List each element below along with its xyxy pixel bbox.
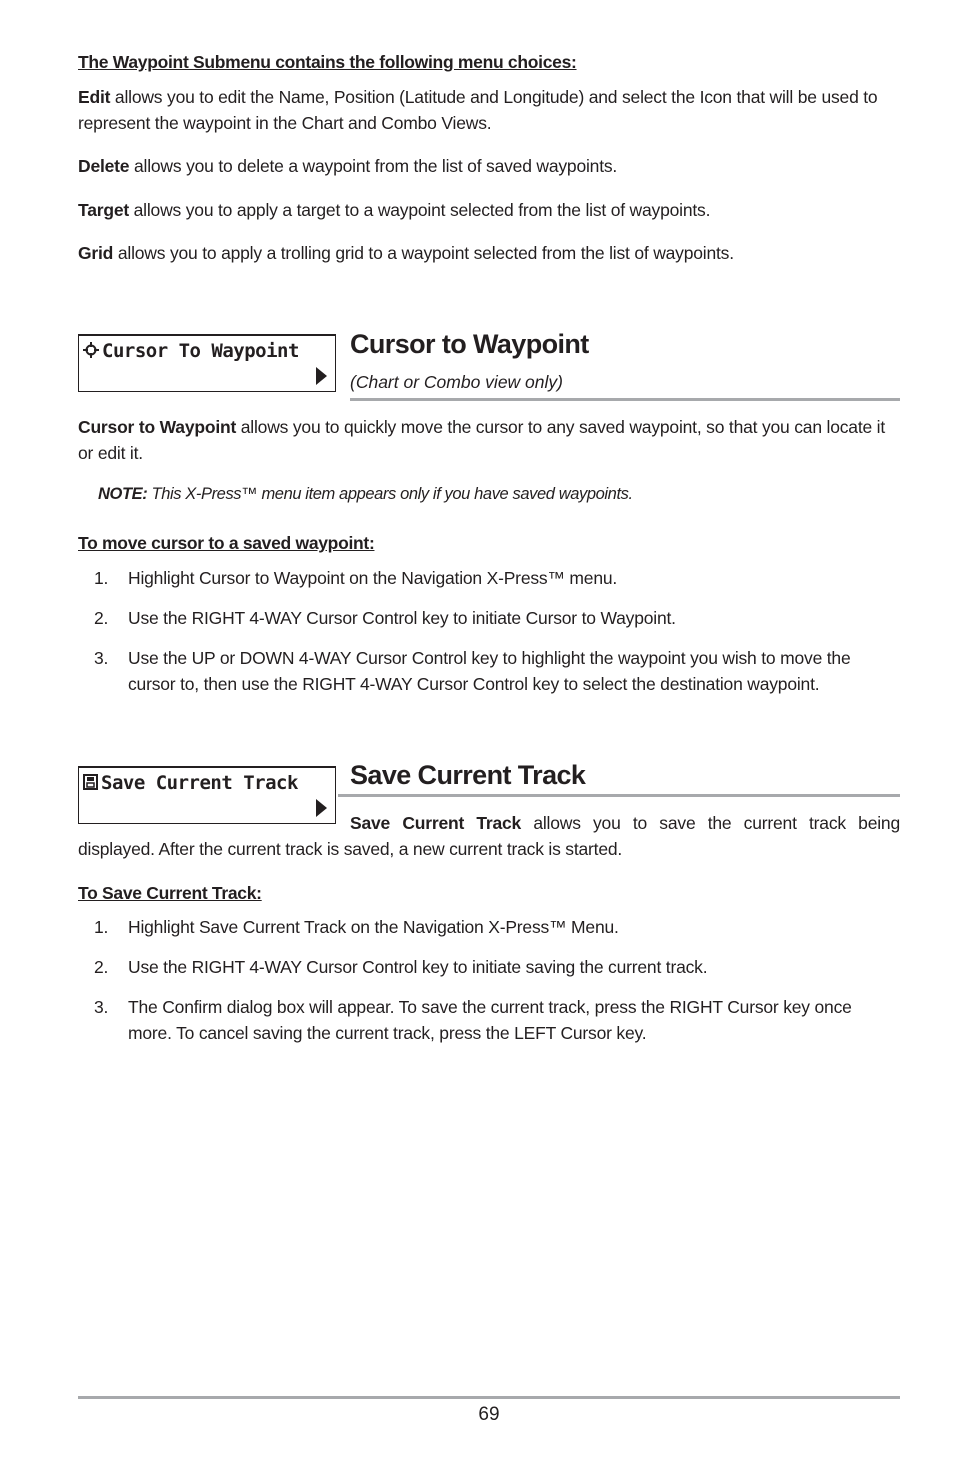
cursor-steps-heading: To move cursor to a saved waypoint: <box>78 533 375 553</box>
manual-page <box>78 0 900 1475</box>
footer-rule <box>78 1396 900 1399</box>
track-intro-line2: displayed. After the current track is saved, a new current track is started. <box>78 839 623 859</box>
list-item: 1. Highlight Save Current Track on the Navigation X-Press™ Menu. <box>94 917 619 937</box>
list-item: 3. The Confirm dialog box will appear. To save the current track, press the RIGHT Cursor key once more. To cancel saving the current track, press the LEFT Cursor key. <box>94 997 852 1043</box>
submenu-heading: The Waypoint Submenu contains the following menu choices: <box>78 52 577 72</box>
list-item: 2. Use the RIGHT 4-WAY Cursor Control key to initiate Cursor to Waypoint. <box>94 608 676 628</box>
track-steps-list <box>78 914 900 1060</box>
definition-grid: Grid allows you to apply a trolling grid to a waypoint selected from the list of waypoints. <box>78 243 734 263</box>
cursor-menu-label: Cursor To Waypoint <box>83 340 299 362</box>
track-steps-heading: To Save Current Track: <box>78 883 262 903</box>
right-arrow-icon <box>316 799 327 817</box>
right-arrow-icon <box>316 367 327 385</box>
cursor-section-title: Cursor to Waypoint <box>350 329 589 359</box>
list-item: 1. Highlight Cursor to Waypoint on the Navigation X-Press™ menu. <box>94 568 618 588</box>
list-item: 2. Use the RIGHT 4-WAY Cursor Control key to initiate saving the current track. <box>94 957 708 977</box>
crosshair-icon <box>83 342 99 358</box>
track-menu-label: Save Current Track <box>83 772 298 794</box>
cursor-intro: Cursor to Waypoint allows you to quickly move the cursor to any saved waypoint, so that you can locate it or edit it. <box>78 417 886 463</box>
term-grid: Grid <box>78 243 114 263</box>
cursor-section-rule <box>350 398 900 401</box>
term-delete: Delete <box>78 156 130 176</box>
page-number: 69 <box>478 1404 500 1425</box>
term-target: Target <box>78 200 129 220</box>
track-section-title: Save Current Track <box>350 760 586 790</box>
track-intro-line1: Save Current Track allows you to save the current track being <box>350 813 900 833</box>
cursor-note: NOTE: This X-Press™ menu item appears only if you have saved waypoints. <box>98 485 633 503</box>
cursor-to-waypoint-menu-image <box>78 334 336 392</box>
save-disk-icon <box>83 774 98 790</box>
cursor-steps-list <box>78 565 900 711</box>
list-item: 3. Use the UP or DOWN 4-WAY Cursor Control key to highlight the waypoint you wish to move the cursor to, then use the RIGHT 4-WAY Cursor Control key to select the destination waypoint. <box>94 648 851 694</box>
save-current-track-menu-image <box>78 766 336 824</box>
cursor-section-subtitle: (Chart or Combo view only) <box>350 372 563 392</box>
definition-target: Target allows you to apply a target to a waypoint selected from the list of waypoints. <box>78 200 711 220</box>
term-edit: Edit <box>78 87 111 107</box>
definition-delete: Delete allows you to delete a waypoint from the list of saved waypoints. <box>78 156 618 176</box>
track-section-rule <box>338 794 900 797</box>
definition-edit: Edit allows you to edit the Name, Position (Latitude and Longitude) and select the Icon that will be used to represent the waypoint in the Chart and Combo Views. <box>78 87 878 133</box>
